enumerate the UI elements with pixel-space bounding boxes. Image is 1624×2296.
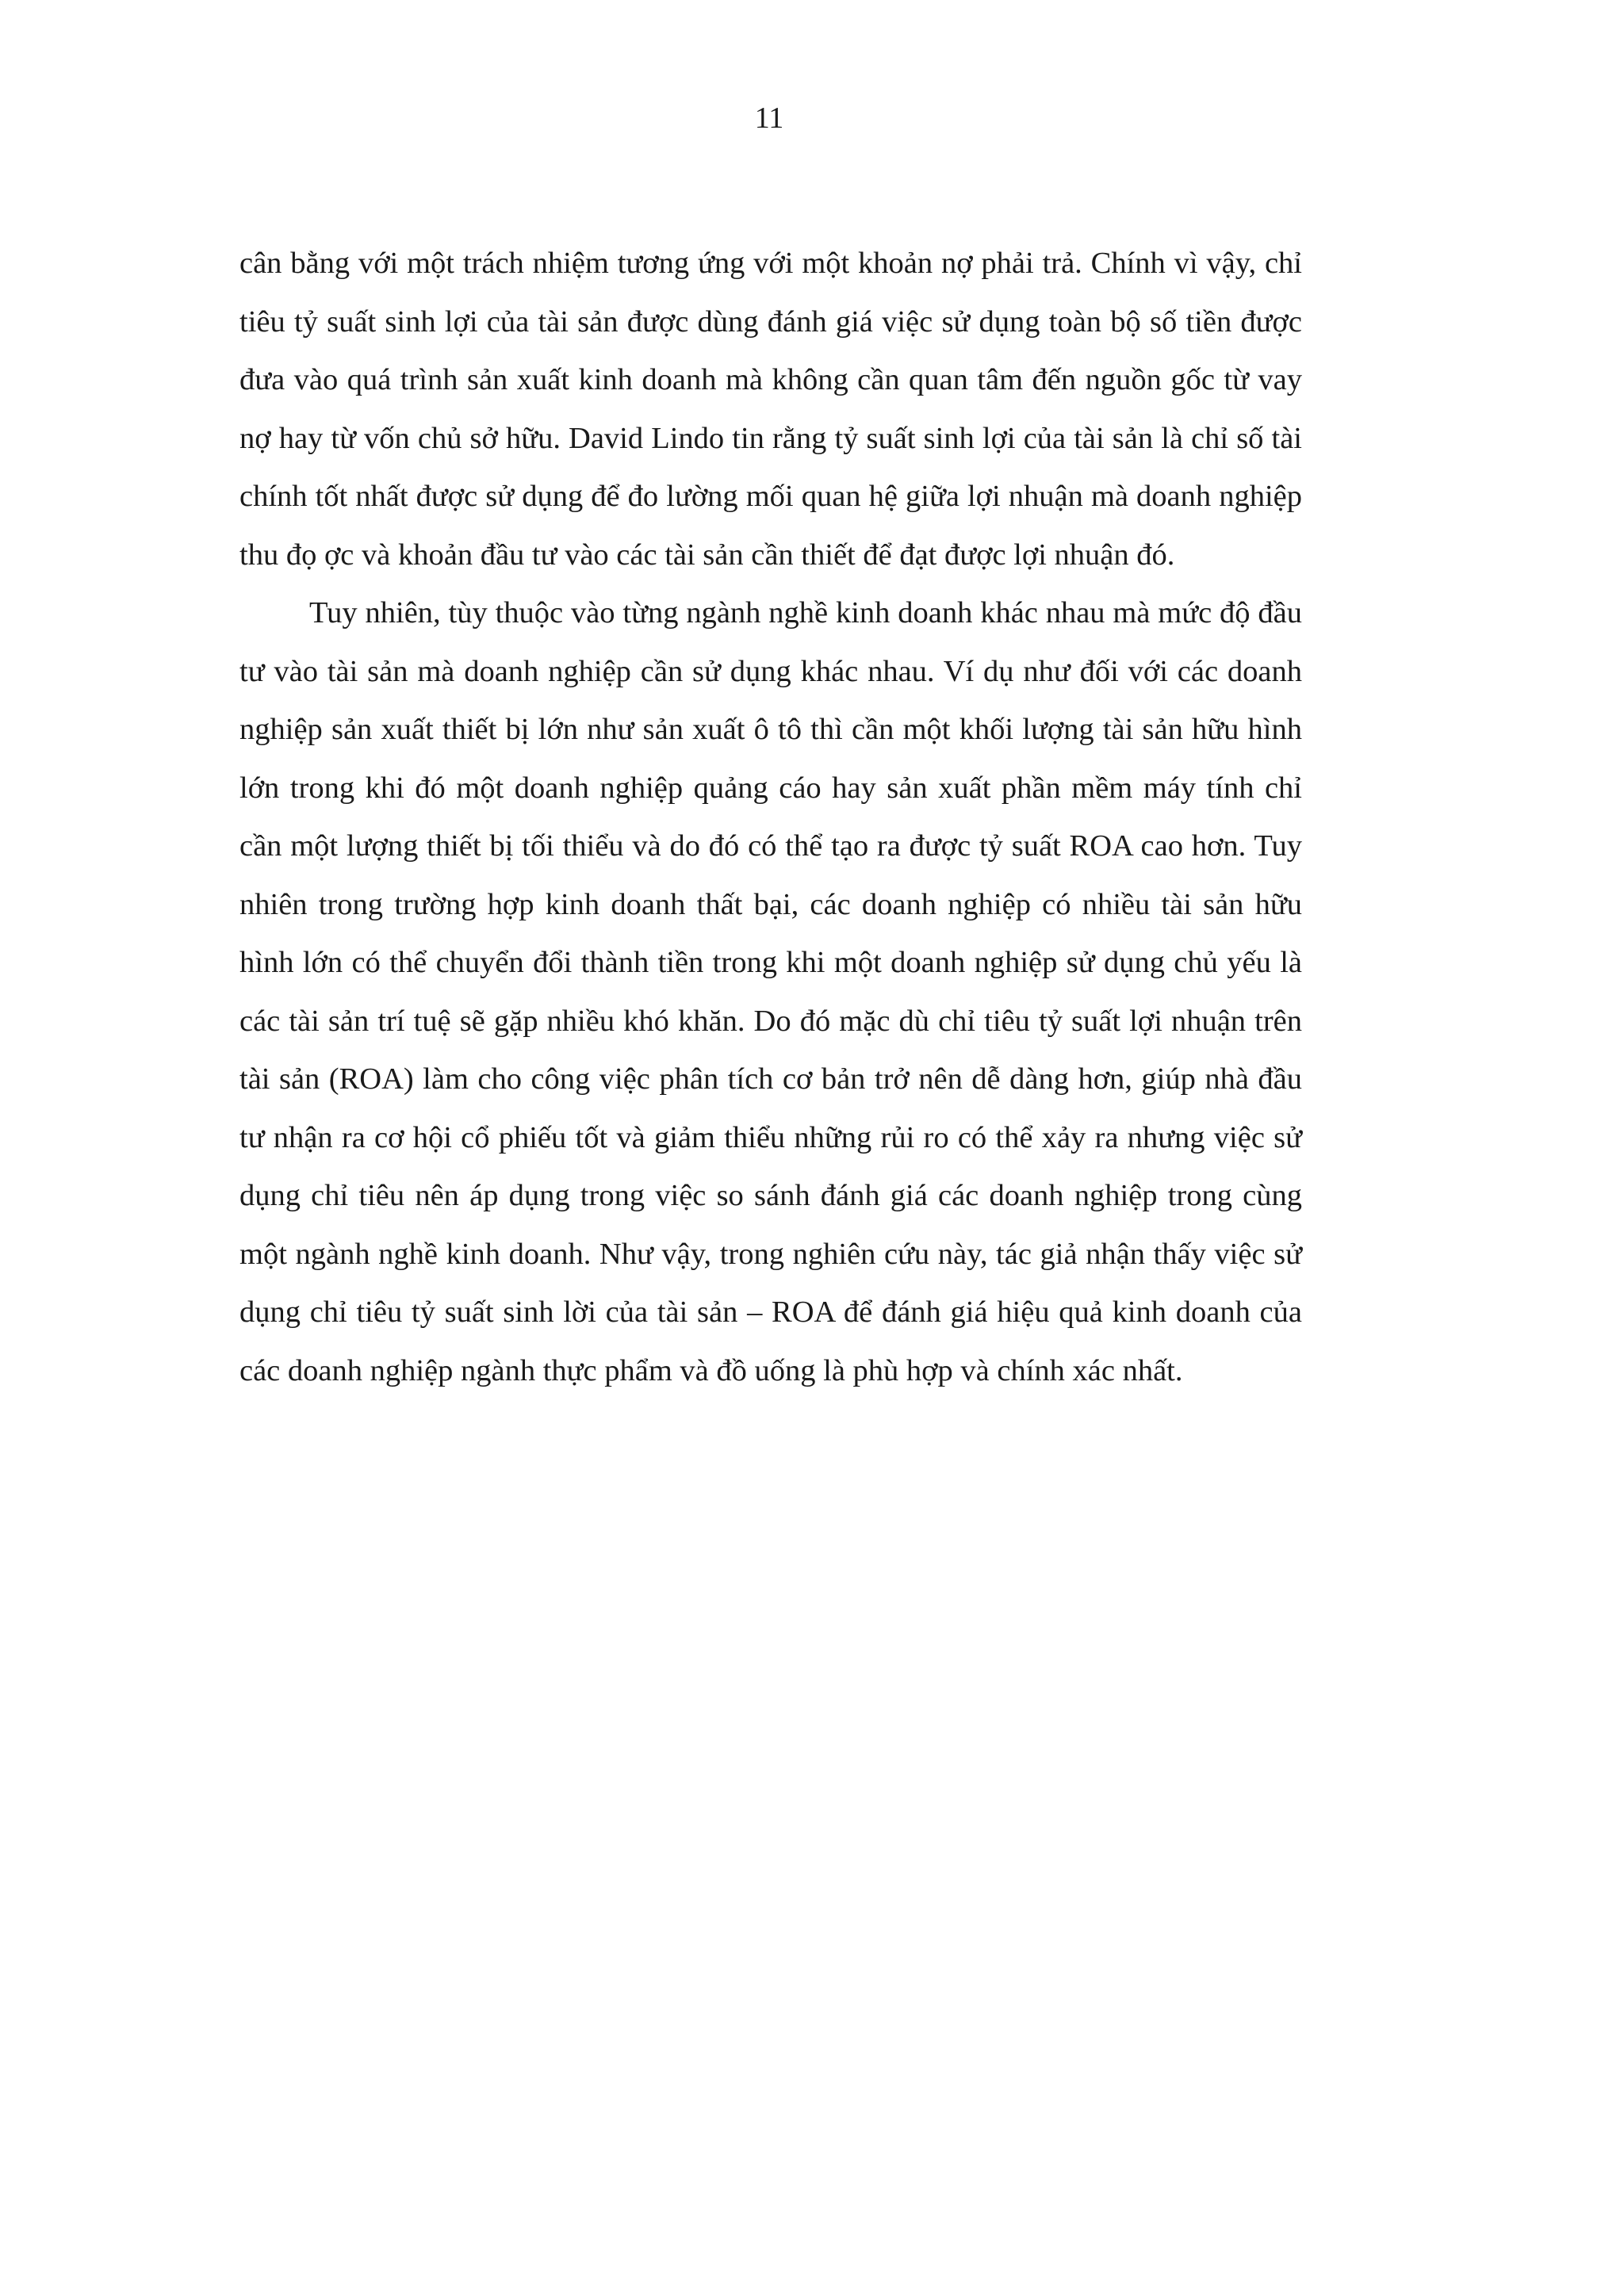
body-text (239, 235, 1302, 1400)
paragraph-2: Tuy nhiên, tùy thuộc vào từng ngành nghề kinh doanh khác nhau mà mức độ đầu tư vào tài sản mà doanh nghiệp cần sử dụng khác nhau. Ví dụ như đối với các doanh nghiệp sản xuất thiết bị lớn như sản xuất ô tô thì cần một khối lượng tài sản hữu hình lớn trong khi đó một doanh nghiệp quảng cáo hay sản xuất phần mềm máy tính chỉ cần một lượng thiết bị tối thiểu và do đó có thể tạo ra được tỷ suất ROA cao hơn. Tuy nhiên trong trường hợp kinh doanh thất bại, các doanh nghiệp có nhiều tài sản hữu hình lớn có thể chuyển đổi thành tiền trong khi một doanh nghiệp sử dụng chủ yếu là các tài sản trí tuệ sẽ gặp nhiều khó khăn. Do đó mặc dù chỉ tiêu tỷ suất lợi nhuận trên tài sản (ROA) làm cho công việc phân tích cơ bản trở nên dễ dàng hơn, giúp nhà đầu tư nhận ra cơ hội cổ phiếu tốt và giảm thiểu những rủi ro có thể xảy ra nhưng việc sử dụng chỉ tiêu nên áp dụng trong việc so sánh đánh giá các doanh nghiệp trong cùng một ngành nghề kinh doanh. Như vậy, trong nghiên cứu này, tác giả nhận thấy việc sử dụng chỉ tiêu tỷ suất sinh lời của tài sản – ROA để đánh giá hiệu quả kinh doanh của các doanh nghiệp ngành thực phẩm và đồ uống là phù hợp và chính xác nhất. (239, 596, 1302, 1387)
page-number: 11 (754, 101, 784, 135)
paragraph-1: cân bằng với một trách nhiệm tương ứng với một khoản nợ phải trả. Chính vì vậy, chỉ tiêu tỷ suất sinh lợi của tài sản được dùng đánh giá việc sử dụng toàn bộ số tiền được đưa vào quá trình sản xuất kinh doanh mà không cần quan tâm đến nguồn gốc từ vay nợ hay từ vốn chủ sở hữu. David Lindo tin rằng tỷ suất sinh lợi của tài sản là chỉ số tài chính tốt nhất được sử dụng để đo lường mối quan hệ giữa lợi nhuận mà doanh nghiệp thu đọ ợc và khoản đầu tư vào các tài sản cần thiết để đạt được lợi nhuận đó. (239, 247, 1302, 572)
